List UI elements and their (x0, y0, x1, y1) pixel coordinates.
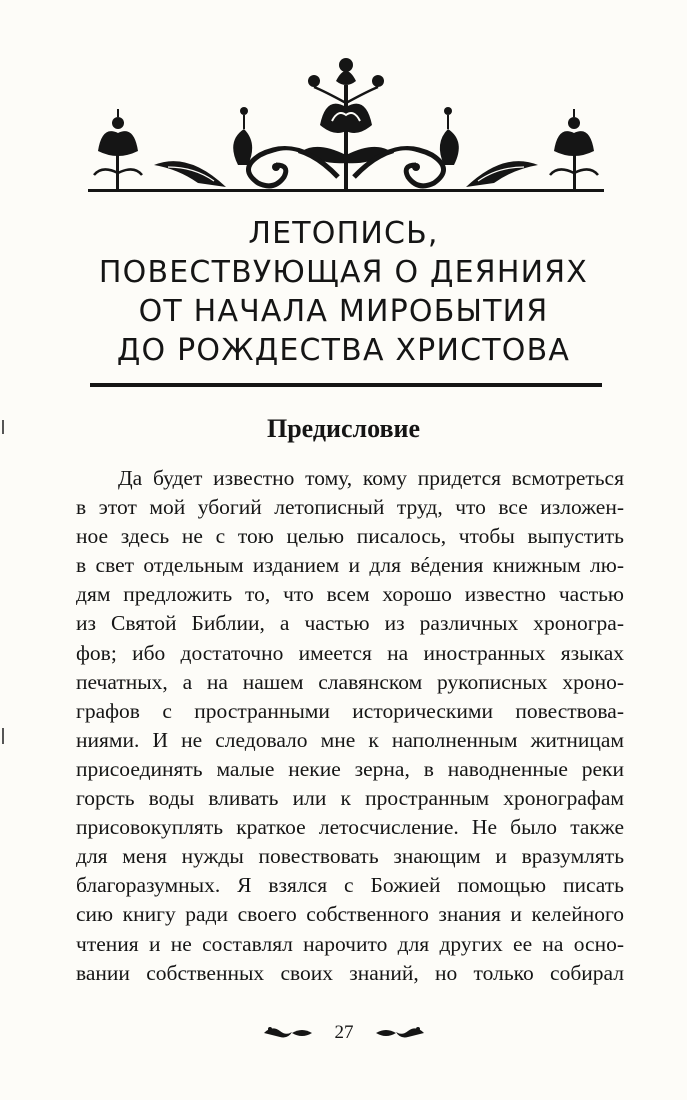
leaf-ornament-right-icon (374, 1024, 426, 1042)
text-line: Да будет известно тому, кому придется всмотреться (118, 466, 624, 490)
text-line: фов; ибо достаточно имеется на иностранных языках (76, 640, 624, 665)
text-line: присоединять малые некие зерна, в наводненные реки (76, 756, 624, 781)
text-line: печатных, а на нашем славянском рукописных хроно- (76, 669, 624, 694)
leaf-ornament-left-icon (262, 1024, 314, 1042)
section-title: Предисловие (266, 414, 421, 443)
scan-margin-mark (2, 420, 4, 434)
page-footer (0, 1020, 687, 1046)
chapter-title-line: ПОВЕСТВУЮЩАЯ О ДЕЯНИЯХ (98, 255, 589, 290)
text-line: ное здесь не с тою целью писалось, чтобы выпустить (76, 524, 624, 549)
text-line: в свет отдельным изданием и для вéдения книжным лю- (76, 553, 624, 578)
chapter-title-line: ОТ НАЧАЛА МИРОБЫТИЯ (138, 294, 549, 329)
text-line: горсть воды вливать или к пространным хронографам (76, 786, 624, 811)
page-number: 27 (334, 1022, 354, 1043)
text-line: присовокуплять краткое летосчисление. Не было также (76, 815, 624, 840)
body-text (76, 464, 624, 988)
title-divider (90, 383, 602, 387)
floral-ornament-header (88, 55, 604, 203)
scan-margin-mark (2, 728, 4, 744)
text-line: из Святой Библии, а частью из различных хроногра- (76, 611, 624, 636)
text-line: ниями. И не следовало мне к наполненным житницам (76, 727, 624, 752)
text-line: чтения и не составлял нарочито для других ее на осно- (76, 931, 624, 956)
chapter-title-line: ДО РОЖДЕСТВА ХРИСТОВА (116, 333, 571, 368)
text-line: дям предложить то, что всем хорошо известно частью (76, 582, 624, 607)
text-line: вании собственных своих знаний, но только собирал (76, 960, 624, 985)
chapter-title (60, 214, 627, 370)
text-line: в этот мой убогий летописный труд, что все изложен- (76, 495, 624, 520)
text-line: для меня нужды повествовать знающим и вразумлять (76, 844, 624, 869)
floral-ornament-icon (88, 55, 604, 203)
text-line: благоразумных. Я взялся с Божией помощью писать (76, 873, 624, 898)
chapter-title-line: ЛЕТОПИСЬ, (248, 216, 439, 251)
text-line: графов с пространными историческими повествова- (76, 698, 624, 723)
text-line: сию книгу ради своего собственного знания и келейного (76, 902, 624, 927)
